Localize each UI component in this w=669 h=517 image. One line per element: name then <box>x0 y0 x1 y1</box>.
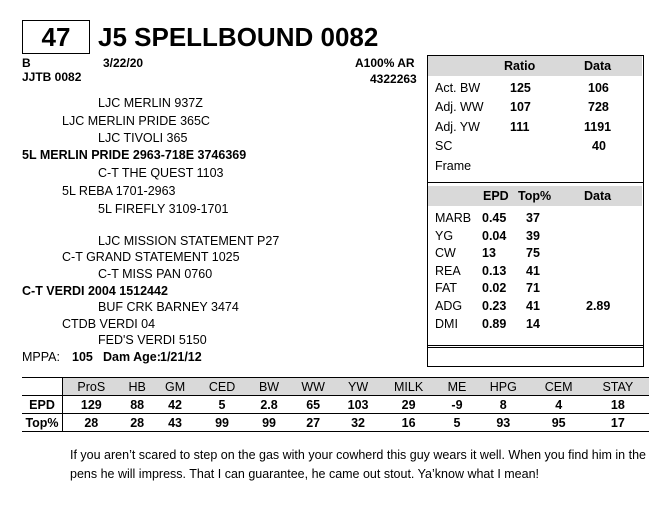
animal-name: J5 SPELLBOUND 0082 <box>98 22 379 52</box>
sex: B <box>22 56 31 70</box>
epd-header-cell: STAY <box>587 378 649 396</box>
top-value-cell: 43 <box>155 414 196 432</box>
pedigree-dd: CTDB VERDI 04 <box>62 317 156 331</box>
carcass-top: 41 <box>526 299 540 313</box>
perf-label: Adj. YW <box>435 120 480 134</box>
carcass-epd: 13 <box>482 246 496 261</box>
pedigree-sd: 5L REBA 1701-2963 <box>62 184 176 198</box>
pedigree-sss: LJC MERLIN 937Z <box>98 96 203 110</box>
epd-value-cell: 42 <box>155 396 196 414</box>
perf-ratio: 125 <box>510 81 531 95</box>
top-value-cell: 16 <box>379 414 438 432</box>
epd-header-cell: CEM <box>531 378 587 396</box>
top-value-cell: 32 <box>337 414 379 432</box>
carcass-label: FAT <box>435 281 457 296</box>
dam-age-value: 1/21/12 <box>160 350 202 364</box>
epd-header-cell: HPG <box>476 378 531 396</box>
pedigree-ss: LJC MERLIN PRIDE 365C <box>62 114 210 128</box>
perf-data: 728 <box>588 100 609 114</box>
epd-header-cell: BW <box>249 378 290 396</box>
carcass-top: 14 <box>526 316 540 331</box>
carcass-label: DMI <box>435 316 458 331</box>
mppa-value: 105 <box>72 350 93 364</box>
epd-value-cell: 103 <box>337 396 379 414</box>
carcass-header <box>428 186 642 206</box>
carcass-top: 39 <box>526 228 540 243</box>
carcass-epd: 0.04 <box>482 228 507 243</box>
top-value-cell: 28 <box>63 414 120 432</box>
performance-header <box>428 56 642 76</box>
epd-value-cell: 5 <box>195 396 248 414</box>
data-header: Data <box>584 59 612 73</box>
top-value-cell: 17 <box>587 414 649 432</box>
pedigree-dsd: C-T MISS PAN 0760 <box>98 267 213 281</box>
epd-value-cell: 65 <box>289 396 337 414</box>
epd-value-cell: 8 <box>476 396 531 414</box>
epd-value-cell: 2.8 <box>249 396 290 414</box>
epd-header-row <box>22 378 649 396</box>
registration-number: 4322263 <box>370 72 417 86</box>
carcass-epd: 0.23 <box>482 299 507 313</box>
top-header: Top% <box>518 189 552 203</box>
pedigree-dam: C-T VERDI 2004 1512442 <box>22 284 168 298</box>
carcass-label: CW <box>435 246 456 261</box>
carcass-label: REA <box>435 263 461 278</box>
epd-corner-cell <box>22 378 63 396</box>
epd-row-label: EPD <box>22 396 63 414</box>
epd-value-cell: 18 <box>587 396 649 414</box>
epd-header-cell: CED <box>195 378 248 396</box>
epd-value-cell: 88 <box>120 396 155 414</box>
perf-label: Act. BW <box>435 81 481 95</box>
mppa-label: MPPA: <box>22 350 60 364</box>
empty-box <box>427 345 644 367</box>
epd-header-cell: HB <box>120 378 155 396</box>
epd-header: EPD <box>483 189 509 203</box>
epd-header-cell: GM <box>155 378 196 396</box>
carcass-label: YG <box>435 228 454 243</box>
pedigree-ds: C-T GRAND STATEMENT 1025 <box>62 250 240 264</box>
pedigree-dds: BUF CRK BARNEY 3474 <box>98 300 239 314</box>
perf-label: Frame <box>435 159 472 173</box>
epd-header-cell: ME <box>438 378 476 396</box>
epd-value-cell: 129 <box>63 396 120 414</box>
carcass-epd: 0.02 <box>482 281 507 296</box>
top-value-cell: 5 <box>438 414 476 432</box>
epd-value-cell: 4 <box>531 396 587 414</box>
carcass-top: 75 <box>526 246 540 261</box>
carcass-epd: 0.89 <box>482 316 507 331</box>
perf-data: 40 <box>592 139 606 153</box>
perf-data: 1191 <box>584 120 612 134</box>
carcass-data: 2.89 <box>586 299 611 313</box>
tattoo: JJTB 0082 <box>22 70 82 84</box>
top-value-cell: 28 <box>120 414 155 432</box>
pedigree-ddd: FED'S VERDI 5150 <box>98 333 207 347</box>
carcass-top: 71 <box>526 281 540 296</box>
divider <box>427 182 643 183</box>
carcass-top: 37 <box>526 211 540 225</box>
carcass-epd: 0.45 <box>482 211 507 225</box>
ratio-header: Ratio <box>504 59 536 73</box>
top-value-cell: 99 <box>195 414 248 432</box>
dam-age-label: Dam Age: <box>103 350 161 364</box>
carcass-epd: 0.13 <box>482 263 507 278</box>
top-row <box>22 414 649 432</box>
perf-label: SC <box>435 139 453 153</box>
perf-label: Adj. WW <box>435 100 484 114</box>
perf-ratio: 111 <box>510 120 530 134</box>
epd-header-cell: ProS <box>63 378 120 396</box>
epd-row <box>22 396 649 414</box>
carcass-top: 41 <box>526 263 540 278</box>
perf-data: 106 <box>588 81 609 95</box>
carcass-label: MARB <box>435 211 472 225</box>
carcass-label: ADG <box>435 299 463 313</box>
top-value-cell: 99 <box>249 414 290 432</box>
perf-ratio: 107 <box>510 100 531 114</box>
top-value-cell: 27 <box>289 414 337 432</box>
epd-header-cell: YW <box>337 378 379 396</box>
epd-value-cell: -9 <box>438 396 476 414</box>
top-row-label: Top% <box>22 414 63 432</box>
pedigree-sdd: 5L FIREFLY 3109-1701 <box>98 202 229 216</box>
pedigree-ssd: LJC TIVOLI 365 <box>98 131 188 145</box>
lot-number: 47 <box>22 20 90 54</box>
epd-header-cell: MILK <box>379 378 438 396</box>
epd-header-cell: WW <box>289 378 337 396</box>
comment: If you aren’t scared to step on the gas with your cowherd this guy wears it well. When you find him in the pens he will impress. That I can guarantee, he came out stout. Ya’know what I mean! <box>70 448 646 481</box>
epd-table <box>22 377 649 432</box>
top-value-cell: 93 <box>476 414 531 432</box>
top-value-cell: 95 <box>531 414 587 432</box>
epd-value-cell: 29 <box>379 396 438 414</box>
pedigree-sire: 5L MERLIN PRIDE 2963-718E 3746369 <box>22 148 247 162</box>
birth-date: 3/22/20 <box>103 56 144 70</box>
pedigree-dss: LJC MISSION STATEMENT P27 <box>98 234 280 248</box>
data-header: Data <box>584 189 612 203</box>
pedigree-sds: C-T THE QUEST 1103 <box>98 166 224 180</box>
breed-percent: A100% AR <box>355 56 415 70</box>
